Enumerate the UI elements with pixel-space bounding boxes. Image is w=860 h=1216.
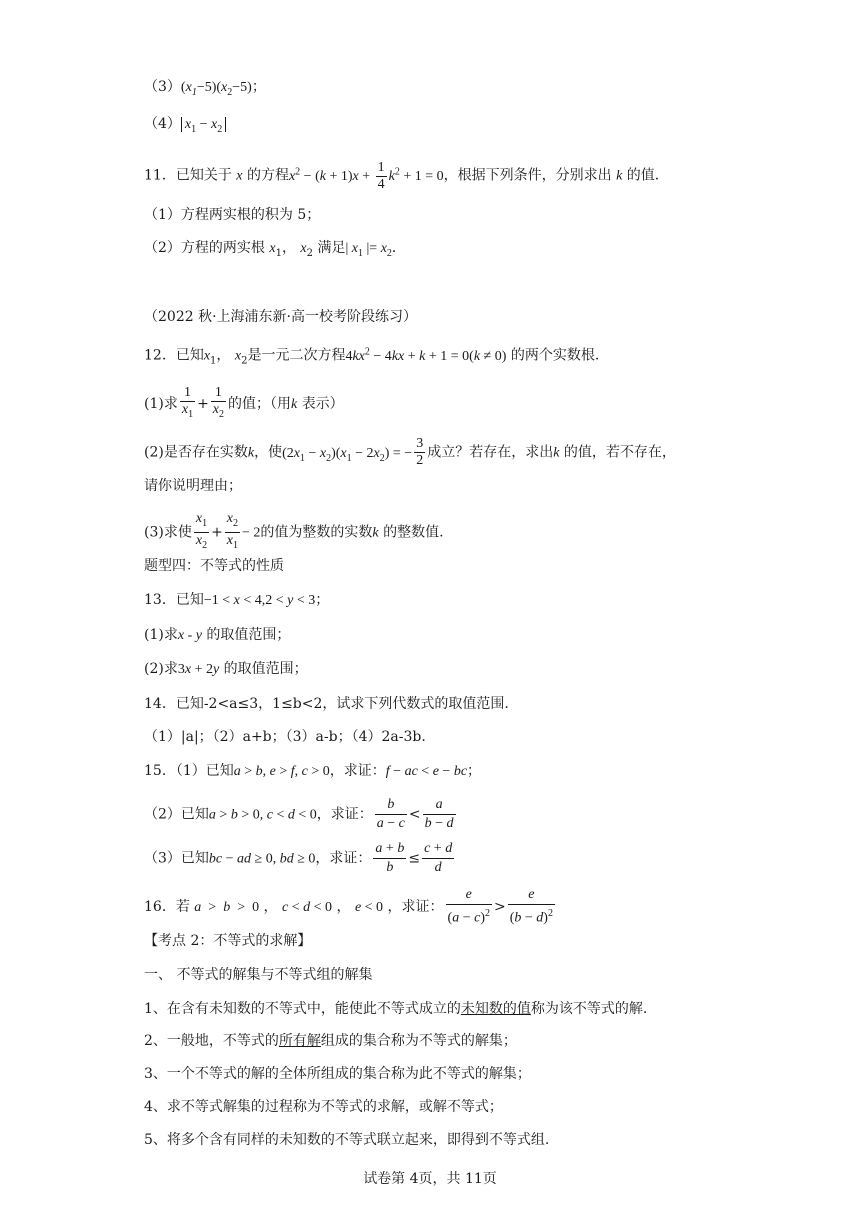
para-4: 4、求不等式解集的过程称为不等式的求解，或解不等式； — [144, 1099, 503, 1115]
q12-stem: 12．已知$x_1$， $x_2$是一元二次方程$4kx^2 - 4kx + k + 1 = 0(k \ne 0)$ 的两个实数根. — [144, 346, 600, 367]
topic4-heading: 题型四：不等式的性质 — [144, 558, 284, 574]
q15-part2: （2）已知a > b > 0, c < d < 0，求证： $\frac{b}{a - c}$ < $\frac{a}{b - d}$ — [144, 797, 454, 831]
para-3: 3、一个不等式的解的全体所组成的集合称为此不等式的解集； — [144, 1066, 531, 1082]
page-footer: 试卷第 4页，共 11页 — [363, 1171, 497, 1187]
source-note: （2022 秋·上海浦东新·高一校考阶段练习） — [144, 309, 417, 325]
q13-part1: (1)求x - y 的取值范围； — [144, 627, 291, 643]
q13-stem: 13．已知−1 < x < 4,2 < y < 3； — [144, 592, 330, 608]
q10-part3: $(3)(x_1-5)(x_2-5)$； — [144, 79, 266, 98]
kaodian2-heading: 【考点 2：不等式的求解】 — [144, 933, 312, 949]
para-5: 5、将多个含有同样的未知数的不等式联立起来，即得到不等式组. — [144, 1132, 550, 1148]
q13-part2: (2)求3x + 2y 的取值范围； — [144, 661, 308, 677]
q10-part4: （4） $x_1 - x_2$ — [144, 114, 226, 140]
q12-part2: (2)是否存在实数k，使$(2x_1 - x_2)(x_1 - 2x_2)$ = − $\frac{3}{2}$ 成立？若存在，求出k 的值，若不存在， — [144, 436, 676, 468]
q12-part3: (3)求使 $\frac{x_1}{x_2}$ + $\frac{x_2}{x_1}$ − 2的值为整数的实数k 的整数值. — [144, 511, 444, 551]
q16-stem: 16．若 a > b > 0 ， c < d < 0 ， e < 0 ，求证： $\frac{e}{(a - c)^2}$ > $\frac{e}{(b - d)^2}$ — [144, 887, 553, 926]
section1-heading: 一、 不等式的解集与不等式组的解集 — [144, 967, 373, 983]
q15-part3: （3）已知bc − ad ≥ 0, bd ≥ 0，求证： $\frac{a + b}{b}$ ≤ $\frac{c + d}{d}$ — [144, 841, 453, 875]
para-1: 1、在含有未知数的不等式中，能使此不等式成立的未知数的值称为该不等式的解. — [144, 1001, 648, 1017]
q12-part1: (1)求 $\frac{1}{x_1}$ + $\frac{1}{x_2}$ 的值；（用k 表示） — [144, 385, 344, 420]
q14-stem: 14．已知-2<a≤3，1≤b<2，试求下列代数式的取值范围. — [144, 696, 509, 712]
q14-parts: （1）|a|；（2）a+b；（3）a-b；（4）2a-3b. — [144, 729, 426, 745]
q11-part2: （2）方程的两实根 $x_1$， $x_2$ 满足| $x_1$ |= $x_2$． — [144, 240, 406, 259]
q15-part1: 15．（1）已知a > b, e > f, c > 0，求证：f − ac < e − bc； — [144, 763, 482, 779]
q11-part1: （1）方程两实根的积为 5； — [144, 207, 321, 223]
q12-part2-cont: 请你说明理由； — [144, 478, 242, 494]
para-2: 2、一般地，不等式的所有解组成的集合称为不等式的解集； — [144, 1033, 517, 1049]
q11-stem: 11．已知关于 x 的方程$x^2 - (k + 1)x$ + $\frac{1}{4}$ $k^2 + 1 = 0$，根据下列条件，分别求出 k 的值． — [144, 160, 669, 192]
